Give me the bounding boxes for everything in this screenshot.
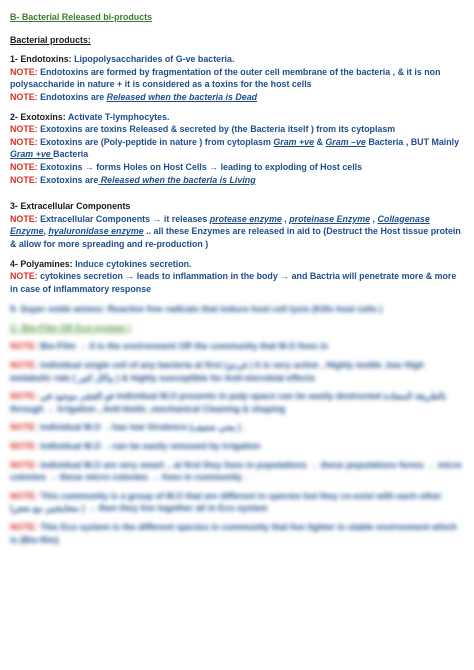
section-2	[10, 111, 464, 187]
note-label: NOTE:	[10, 66, 41, 77]
text-segment: Activate T-lymphocytes.	[67, 111, 170, 122]
text-segment: 1- Endotoxins:	[10, 54, 75, 65]
text-line	[10, 53, 464, 66]
text-line	[10, 270, 464, 295]
text-segment: &	[314, 136, 326, 147]
text-segment: Collagenase Enzyme	[10, 213, 430, 237]
text-segment: Extracellular Components → it releases	[40, 213, 210, 224]
text-segment: Exotoxins → forms Holes on Host Cells → leading to exploding of Host cells	[40, 161, 363, 172]
text-segment: 3- Extracellular Components	[10, 201, 131, 212]
text-segment: Lipopolysaccharides of G-ve bacteria.	[74, 54, 235, 65]
text-segment: hyaluronidase enzyme	[48, 226, 144, 237]
text-segment: Endotoxins are formed by fragmentation of the outer cell membrane of the bacteria , & it is non polysaccharide in nature + it is considered as a toxins for the host cells	[10, 66, 441, 90]
text-segment: Gram –ve	[325, 136, 366, 147]
text-segment: Induce cytokines secretion.	[75, 258, 192, 269]
text-segment: Released when the bacteria is Dead	[106, 91, 258, 102]
section-3	[10, 200, 464, 250]
text-segment: 4- Polyamines:	[10, 258, 76, 269]
text-segment: ,	[43, 226, 49, 237]
text-segment: Exotoxins are toxins Released & secreted by (the Bacteria itself ) from its cytoplasm	[40, 124, 396, 135]
text-segment: 2- Exotoxins:	[10, 111, 68, 122]
text-line	[10, 91, 464, 104]
blurred-line: NOTE: This Eco system is the different species in community that live tighter in stable environment which is (Bio-film)	[10, 522, 457, 545]
text-line	[10, 136, 464, 161]
text-segment: cytokines secretion → leads to inflammation in the body → and Bactria will penetrate more & more in case of inflammatory response	[10, 271, 457, 294]
note-label: NOTE:	[10, 271, 41, 282]
text-line	[10, 123, 464, 136]
text-line	[10, 161, 464, 174]
blurred-line: 5- Super oxide anions: Reactive free radicals that induce host cell lysis (Kills host cells )	[10, 304, 383, 315]
note-label: NOTE:	[10, 136, 41, 147]
section-1	[10, 53, 464, 103]
section-heading: B- Bacterial Released bi-products	[10, 12, 153, 22]
text-segment: ,	[281, 213, 290, 224]
text-line	[10, 111, 464, 124]
blurred-line: NOTE: فو القشر موجود في individual M.O presents in pulp space can be easily destructed بالطريقة المعتادة through → Irrigation , Anti-biotic ,mechanical Cleaning & shaping	[10, 391, 447, 414]
blurred-line: C- Bio-Film OR Eco-system )	[10, 322, 131, 333]
note-label: NOTE:	[10, 124, 41, 135]
note-label: NOTE:	[10, 91, 41, 102]
note-label: NOTE:	[10, 174, 41, 185]
text-segment: Bacteria	[53, 149, 89, 160]
note-label: NOTE:	[10, 213, 41, 224]
blurred-line: NOTE: individual M.O →can be easily removed by irrigation	[10, 441, 261, 452]
content-body	[10, 53, 464, 295]
section-4	[10, 258, 464, 296]
text-segment: Exotoxins are	[40, 174, 99, 185]
text-segment: Gram +ve	[10, 149, 54, 160]
blurred-line: NOTE: Bio-Film → it is the environment OR the community that M.O lives in	[10, 341, 329, 352]
text-segment: Endotoxins are	[40, 91, 107, 102]
text-line	[10, 66, 464, 91]
text-segment: Bacteria , BUT Mainly	[365, 136, 460, 147]
text-segment: Released when the bacteria is Living	[98, 174, 256, 185]
text-segment: ,	[370, 213, 378, 224]
blurred-line: NOTE: This community is a group of M.O that are different in species but they co-exist with each other (متعايشين مع بعض ) → then they live together all in Eco system	[10, 490, 442, 514]
text-line	[10, 213, 464, 251]
blurred-line: NOTE: individual M.O →has low Virulence (يعني ضعيف ) .	[10, 422, 246, 433]
text-segment: Gram +ve	[273, 136, 315, 147]
text-segment: proteinase Enzyme	[289, 213, 371, 224]
text-line	[10, 200, 464, 213]
text-segment: Exotoxins are (Poly-peptide in nature ) from cytoplasm	[40, 136, 274, 147]
note-label: NOTE:	[10, 161, 41, 172]
blurred-line: NOTE: individual M.O are very smart .. at first they lives in populations → these populations forms → micro colonies → these micro colonies → lives in community .	[10, 459, 462, 483]
blurred-line: NOTE: individual single cell of any bacteria at first (فردي ) it is very active , Highly motile ,has High metabolic rate ( بياكل كتير ) & highly susceptible for Anti-microbial effects	[10, 360, 425, 383]
text-line	[10, 258, 464, 271]
text-line	[10, 174, 464, 187]
text-segment: .. all these Enzymes are released in aid to (Destruct the Host tissue protein & allow for more spreading and re-production )	[10, 226, 461, 249]
subheading: Bacterial products:	[10, 34, 91, 45]
blurred-content	[10, 303, 464, 546]
text-segment: protease enzyme	[209, 213, 282, 224]
